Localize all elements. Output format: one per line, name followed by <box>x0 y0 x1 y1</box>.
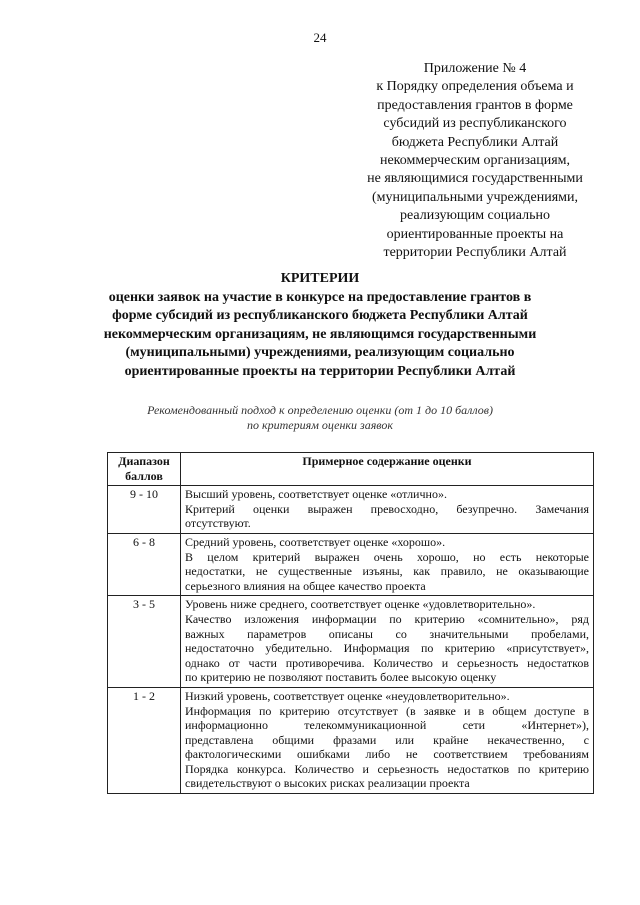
description-line: Средний уровень, соответствует оценке «хорошо». <box>185 534 446 549</box>
description-line: Высший уровень, соответствует оценке «отлично». <box>185 487 447 502</box>
table-caption <box>100 403 540 433</box>
description-line: Качество изложения информации по критерию «сомнительно», ряд <box>185 611 589 626</box>
description-line: недостатки, не существенные изъяны, как правило, не оказывающие <box>185 564 589 579</box>
description-line: Уровень ниже среднего, соответствует оценке «удовлетворительно». <box>185 597 536 612</box>
appendix-line: реализующим социально <box>400 208 550 224</box>
table-row <box>108 486 594 534</box>
scoring-table <box>107 452 594 794</box>
appendix-line: Приложение № 4 <box>423 61 527 76</box>
appendix-line: не являющимися государственными <box>367 171 583 187</box>
description-line: по критерию не позволяют поставить более высокую оценку <box>185 670 497 685</box>
score-range-cell: 6 - 8 <box>108 533 181 595</box>
description-line: Информация по критерию отсутствует (в заявке и в общем доступе в <box>185 703 589 718</box>
title-line: оценки заявок на участие в конкурсе на предоставление грантов в <box>108 289 532 305</box>
description-line: однако от части противоречива. Количество и серьезность недостатков <box>185 655 589 670</box>
description-line: Критерий оценки выражен превосходно, безупречно. Замечания <box>185 501 589 516</box>
appendix-line: к Порядку определения объема и <box>376 79 574 95</box>
appendix-line: (муниципальными учреждениями, <box>372 189 578 205</box>
header-score-range <box>108 453 181 486</box>
header-range-line: баллов <box>125 468 163 483</box>
table-row <box>108 687 594 793</box>
title-line: некоммерческим организациям, не являющимся государственными <box>103 326 537 342</box>
description-line: важных параметров описаны со значительными пробелами, <box>185 626 589 641</box>
description-cell <box>181 687 594 793</box>
description-line: отсутствуют. <box>185 516 251 531</box>
title-line: форме субсидий из республиканского бюджета Республики Алтай <box>112 308 528 323</box>
appendix-line: некоммерческим организациям, <box>379 153 571 169</box>
description-line: серьезного влияния на общее качество проекта <box>185 578 426 593</box>
appendix-reference <box>345 60 605 262</box>
description-line: В целом критерий выражен очень хорошо, но есть некоторые <box>185 549 589 564</box>
description-line: недостаточно убедительно. Информация по критерию «присутствует», <box>185 641 589 656</box>
description-line: свидетельствуют о высоких рисках реализации проекта <box>185 776 470 791</box>
caption-line: по критериям оценки заявок <box>247 418 393 432</box>
table-header-row <box>108 453 594 486</box>
title-line: ориентированные проекты на территории Республики Алтай <box>124 363 516 379</box>
caption-line: Рекомендованный подход к определению оценки (от 1 до 10 баллов) <box>147 403 493 417</box>
score-range-cell: 9 - 10 <box>108 486 181 534</box>
score-range-cell: 3 - 5 <box>108 596 181 688</box>
document-title <box>80 270 560 381</box>
title-line: (муниципальными) учреждениями, реализующим социально <box>125 345 515 360</box>
description-line: Низкий уровень, соответствует оценке «неудовлетворительно». <box>185 688 510 703</box>
description-line: информационно телекоммуникационной сети «Интернет»), <box>185 718 589 733</box>
score-range-cell: 1 - 2 <box>108 687 181 793</box>
header-range-line: Диапазон <box>118 454 170 468</box>
appendix-line: бюджета Республики Алтай <box>391 134 559 150</box>
appendix-line: территории Республики Алтай <box>383 245 567 261</box>
title-heading: КРИТЕРИИ <box>280 271 360 286</box>
description-line: представлена общими фразами или крайне некачественно, с <box>185 732 589 747</box>
header-content: Примерное содержание оценки <box>181 453 594 486</box>
description-line: Порядка конкурса. Количество и серьезность недостатков по критерию <box>185 761 589 776</box>
description-cell <box>181 533 594 595</box>
table-row <box>108 533 594 595</box>
appendix-line: ориентированные проекты на <box>386 226 564 242</box>
appendix-line: субсидий из республиканского <box>383 116 567 132</box>
description-cell <box>181 486 594 534</box>
table-row <box>108 596 594 688</box>
appendix-line: предоставления грантов в форме <box>377 97 573 113</box>
description-line: фактологическими ошибками либо не соответствием требованиям <box>185 747 589 762</box>
page-number: 24 <box>313 30 327 45</box>
description-cell <box>181 596 594 688</box>
